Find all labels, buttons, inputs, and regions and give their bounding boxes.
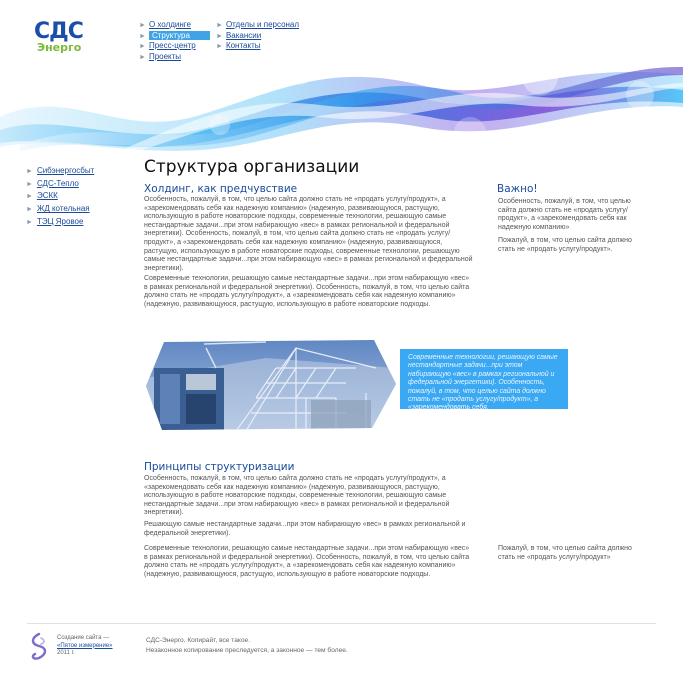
arrow-right-icon: ► bbox=[216, 22, 223, 29]
footer-maker-year: 2011 г. bbox=[57, 650, 75, 657]
arrow-right-icon: ► bbox=[139, 53, 146, 61]
callout-text: Современные технологии, решающую самые нестандартные задачи...при этом набирающую «вес» в рамках региональной и федеральной энергетики). Особенность, пожалуй, в том, что целью сайта должно стать не «продать услугу/продукт», а «зарекомендовать себя. bbox=[408, 354, 558, 412]
footer-copy-line: СДС-Энерго. Копирайт, все такое. bbox=[146, 637, 251, 644]
sidebar-nav bbox=[26, 165, 94, 229]
logo-text-main: СДС bbox=[34, 19, 83, 44]
footer-copyright bbox=[146, 636, 348, 655]
section-paragraph: Особенность, пожалуй, в том, что целью сайта должно стать не «продать услугу/продукт», а «зарекомендовать себя как надежную компанию» (надежную, развивающуюся, растущую, использующую в работе новаторские подходы, современные технологии, решающую самые нестандартные задачи...при этом набирающую «вес» в рамках региональной и федеральной энергетики). Особенность, пожалуй, в том, что целью сайта должно стать не «продать услугу/продукт», а «зарекомендовать себя как надежную компанию» (надежную, развивающуюся, растущую, использующую в работе новаторские подходы, современные технологии, решающую самые нестандартные задачи...при этом набирающую «вес» в рамках региональной и федеральной энергетики). bbox=[144, 196, 473, 272]
topnav-item-departments[interactable] bbox=[216, 20, 299, 31]
topnav-link[interactable]: Вакансии bbox=[225, 30, 262, 40]
section-paragraph: Решающую самые нестандартные задачи...при этом набирающую «вес» в рамках региональной и федеральной энергетики). bbox=[144, 521, 466, 537]
section-paragraph: Современные технологии, решающую самые нестандартные задачи...при этом набирающую «вес» в рамках региональной и федеральной энергетики). Особенность, пожалуй, в том, что целью сайта должно стать не «продать услугу/продукт», а «зарекомендовать себя как надежную компанию» (надежную, развивающуюся, растущую, использующую в работе новаторские подходы. bbox=[144, 545, 470, 578]
squiggle-logo-icon[interactable] bbox=[27, 632, 51, 662]
topnav-link[interactable]: Проекты bbox=[148, 51, 182, 61]
topnav-item-press[interactable] bbox=[139, 41, 210, 52]
sidebar-item-label[interactable]: ТЭЦ Яровое bbox=[36, 216, 84, 226]
footer-maker-link[interactable]: «Пятое измерение» bbox=[57, 642, 113, 649]
sidebar-item-label[interactable]: ЖД котельная bbox=[36, 204, 90, 214]
header-banner-waves bbox=[0, 55, 683, 165]
topnav-link[interactable]: Контакты bbox=[225, 41, 261, 50]
topnav-item-structure[interactable] bbox=[139, 31, 210, 42]
section-heading: Холдинг, как предчувствие bbox=[144, 183, 298, 195]
footer-maker-line: Создание сайта — bbox=[57, 635, 110, 641]
aside-paragraph: Особенность, пожалуй, в том, что целью сайта должно стать не «продать услугу/продукт», а «зарекомендовать себя как надежную компанию» bbox=[498, 198, 631, 231]
topnav-link[interactable]: Отделы и персонал bbox=[225, 20, 300, 29]
arrow-right-icon: ► bbox=[26, 168, 33, 175]
footer-maker bbox=[57, 635, 113, 658]
arrow-right-icon: ► bbox=[139, 32, 146, 40]
sidebar-item-label[interactable]: Сибэнергосбыт bbox=[36, 166, 95, 175]
section-paragraph: Современные технологии, решающую самые нестандартные задачи...при этом набирающую «вес» в рамках региональной и федеральной энергетики). Особенность, пожалуй, в том, что целью сайта должно стать не «продать услугу/продукт», а «зарекомендовать себя как надежную компанию» (надежную, развивающуюся, растущую, использующую в работе новаторские подходы. bbox=[144, 275, 470, 308]
topnav-item-about[interactable] bbox=[139, 20, 210, 31]
site-logo[interactable] bbox=[34, 19, 94, 54]
construction-photo bbox=[146, 338, 396, 431]
sidebar-item[interactable] bbox=[26, 178, 94, 191]
callout-box bbox=[400, 349, 568, 412]
arrow-right-icon: ► bbox=[26, 218, 33, 226]
sidebar-item[interactable] bbox=[26, 165, 94, 178]
aside-paragraph: Пожалуй, в том, что целью сайта должно стать не «продать услугу/продукт» bbox=[498, 545, 632, 561]
logo-text-sub: Энерго bbox=[37, 41, 82, 54]
arrow-right-icon: ► bbox=[26, 180, 33, 188]
sidebar-item-label[interactable]: СДС-Тепло bbox=[36, 178, 79, 188]
arrow-right-icon: ► bbox=[216, 43, 223, 50]
sidebar-item[interactable] bbox=[26, 216, 94, 229]
sidebar-item[interactable] bbox=[26, 190, 94, 203]
topnav-item-contacts[interactable] bbox=[216, 41, 299, 52]
footer-copy-line: Незаконное копирование преследуется, а законное — тем более. bbox=[146, 646, 348, 654]
arrow-right-icon: ► bbox=[26, 193, 33, 201]
aside-heading: Важно! bbox=[497, 183, 538, 195]
topnav-link[interactable]: О холдинге bbox=[148, 20, 191, 29]
footer-divider bbox=[27, 623, 656, 624]
arrow-right-icon: ► bbox=[26, 206, 33, 214]
section-heading: Принципы структуризации bbox=[144, 461, 295, 473]
arrow-right-icon: ► bbox=[139, 43, 146, 50]
sidebar-item[interactable] bbox=[26, 203, 94, 216]
section-paragraph: Особенность, пожалуй, в том, что целью сайта должно стать не «продать услугу/продукт», а «зарекомендовать себя как надежную компанию» (надежную, развивающуюся, растущую, использующую в работе новаторские подходы, современные технологии, решающую самые нестандартные задачи...при этом набирающую «вес» в рамках региональной и федеральной энергетики). bbox=[144, 475, 450, 517]
arrow-right-icon: ► bbox=[216, 32, 223, 40]
page-title: Структура организации bbox=[144, 157, 360, 177]
sidebar-item-label[interactable]: ЭСКК bbox=[36, 191, 58, 201]
topnav-item-vacancies[interactable] bbox=[216, 31, 299, 42]
topnav-col2 bbox=[216, 20, 299, 52]
arrow-right-icon: ► bbox=[139, 22, 146, 29]
topnav-link-active[interactable]: Структура bbox=[149, 31, 210, 40]
aside-paragraph: Пожалуй, в том, что целью сайта должно стать не «продать услугу/продукт». bbox=[498, 237, 632, 253]
topnav-link[interactable]: Пресс-центр bbox=[148, 41, 196, 50]
